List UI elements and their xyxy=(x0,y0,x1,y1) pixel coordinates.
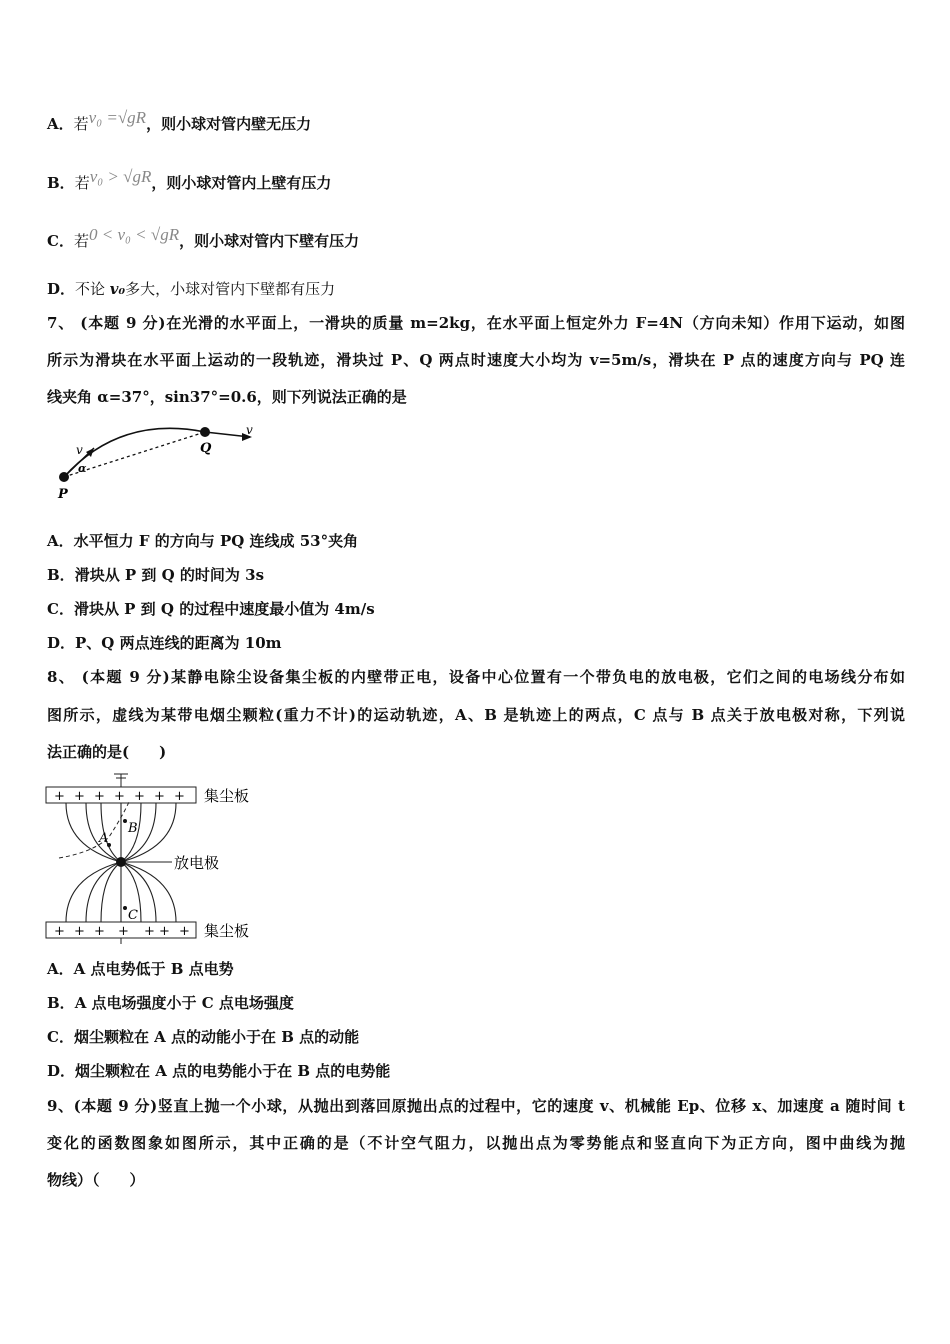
electrode-label: 放电极 xyxy=(174,854,220,872)
q8-option-a: A．A 点电势低于 B 点电势 xyxy=(47,960,234,978)
q6-option-c: C．若0 < v₀ < √gR，则小球对管内下壁有压力 xyxy=(47,225,360,250)
plus-charge: + xyxy=(114,789,125,804)
q7-stem-line: 线夹角 α=37°，sin37°=0.6，则下列说法正确的是 xyxy=(47,388,407,406)
plus-charge: + xyxy=(94,789,105,804)
q7-option-a: A．水平恒力 F 的方向与 PQ 连线成 53°夹角 xyxy=(47,532,359,550)
alpha-label: α xyxy=(78,462,87,475)
point-c-label: C xyxy=(128,908,138,923)
q8-option-d: D．烟尘颗粒在 A 点的电势能小于在 B 点的电势能 xyxy=(47,1062,391,1080)
q6-option-d: D．不论 v₀多大，小球对管内下壁都有压力 xyxy=(47,280,336,298)
plus-charge: + xyxy=(74,924,85,939)
plus-charge: + xyxy=(144,924,155,939)
plus-charge: + xyxy=(179,924,190,939)
plus-charge: + xyxy=(74,789,85,804)
q7-stem-line: 7、 (本题 9 分)在光滑的水平面上，一滑块的质量 m=2kg，在水平面上恒定外力 F=4N（方向未知）作用下运动，如图 xyxy=(47,314,905,332)
q6-option-a: A．若v₀ =√gR，则小球对管内壁无压力 xyxy=(47,108,312,133)
q9-stem-line: 物线）（ ） xyxy=(47,1171,145,1189)
plus-charge: + xyxy=(54,924,65,939)
bottom-plate-label: 集尘板 xyxy=(204,922,250,940)
plus-charge: + xyxy=(174,789,185,804)
plus-charge: + xyxy=(154,789,165,804)
q8-stem-line: 8、 (本题 9 分)某静电除尘设备集尘板的内壁带正电，设备中心位置有一个带负电的放电极，它们之间的电场线分布如 xyxy=(47,668,905,686)
top-plate-label: 集尘板 xyxy=(204,787,250,805)
plus-charge: + xyxy=(94,924,105,939)
q9-stem-line: 9、(本题 9 分)竖直上抛一个小球，从抛出到落回原抛出点的过程中，它的速度 v、机械能 Ep、位移 x、加速度 a 随时间 t xyxy=(47,1097,905,1115)
point-p-label: P xyxy=(58,487,68,500)
velocity-p-label: v xyxy=(76,443,83,457)
q8-stem-line: 图所示，虚线为某带电烟尘颗粒(重力不计)的运动轨迹，A、B 是轨迹上的两点，C 点与 B 点关于放电极对称，下列说 xyxy=(47,706,905,724)
plus-charge: + xyxy=(54,789,65,804)
point-a-label: A xyxy=(99,831,109,846)
plus-charge: + xyxy=(134,789,145,804)
field-line xyxy=(101,862,121,922)
q7-option-d: D．P、Q 两点连线的距离为 10m xyxy=(47,634,282,652)
q8-option-b: B．A 点电场强度小于 C 点电场强度 xyxy=(47,994,294,1012)
q6-option-b: B．若v₀ > √gR，则小球对管内上壁有压力 xyxy=(47,167,332,192)
q9-stem-line: 变化的函数图象如图所示，其中正确的是（不计空气阻力，以抛出点为零势能点和竖直向下为正方向，图中曲线为抛 xyxy=(47,1134,905,1152)
q7-option-b: B．滑块从 P 到 Q 的时间为 3s xyxy=(47,566,265,584)
q7-stem-line: 所示为滑块在水平面上运动的一段轨迹，滑块过 P、Q 两点时速度大小均为 v=5m/s，滑块在 P 点的速度方向与 PQ 连 xyxy=(47,351,905,369)
plus-charge: + xyxy=(159,924,170,939)
discharge-electrode xyxy=(116,857,126,867)
point-q-label: Q xyxy=(200,441,212,456)
q7-option-c: C．滑块从 P 到 Q 的过程中速度最小值为 4m/s xyxy=(47,600,375,618)
velocity-q-label: v xyxy=(246,423,253,437)
plus-charge: + xyxy=(118,924,129,939)
q7-trajectory-figure xyxy=(50,420,270,500)
point-b-label: B xyxy=(128,821,138,836)
q8-stem-line: 法正确的是( ) xyxy=(47,743,167,761)
q8-option-c: C．烟尘颗粒在 A 点的动能小于在 B 点的动能 xyxy=(47,1028,360,1046)
q8-electric-field-figure xyxy=(44,772,264,944)
